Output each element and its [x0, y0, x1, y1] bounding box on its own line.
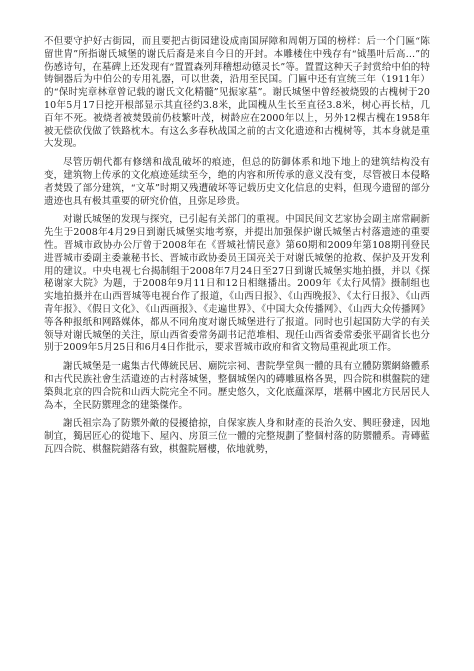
- paragraph-3: 对谢氏城堡的发现与探究，已引起有关部门的重视。中国民间文艺家协会副主席常嗣新先生于2008年4月29日到谢氏城堡实地考察，并提出加强保护谢氏城堡古村落遗迹的重要性。晋城市政协办公厅曾于2008年在《晋城社情民意》第60期和2009年第108期刊登民进晋城市委副主委兼秘书长、晋城市政协委员王国亮关于对谢氏城堡的抢救、保护及开发利用的建议。中央电视七台揭制组于2008年7月24日至27日到谢氏城堡实地拍摄，并以《探秘谢家大院》为题，于2008年9月11日和12日相继播出。2009年《太行风情》摄制组也实地拍摄并在山西晋城等电视台作了报道，《山西日报》、《山西晚报》、《太行日报》、《山西青年报》、《假日文化》、《山西画报》、《走遍世界》、《中国大众传播网》、《山西大众传播网》等各种报纸和网路媒体，都从不同角度对谢氏城堡进行了报道。同时也引起国防大学的有关领导对谢氏城堡的关注，原山西省委常务副书记范堆相、现任山西省委常委张平副省长也分别于2009年5月25日和6月4日作批示，要求晋城市政府和省文物局重视此项工作。: [44, 214, 430, 354]
- paragraph-2: 尽管历朝代都有修缮和战乱破坏的痕迹，但总的防御体系和地下地上的建筑结构没有变，建筑物上传承的文化痕迹延续至今，绝的内容和所传承的意义没有变，尽管被日本侵略者焚毁了部分建筑，“文革”时期又残遭破坏等记载历史文化信息的史料，但现今遗留的部分遗迹也具有极其重要的研究价值，且弥足珍贵。: [44, 157, 430, 207]
- paragraph-4: 謝氏城堡是一處集古代傳統民居、廟院宗祠、書院學堂與一體的具有立體防禦網絡體系和古代民族社會生活遺迹的古村落城堡，整個城堡內的磚雕風格各異，四合院和棋盤院的建築與北京的四合院和山西大院完全不同。歷史悠久，文化底蘊深厚，堪稱中國北方民居民人為本，全民防禦理念的建築傑作。: [44, 361, 430, 411]
- paragraph-5: 謝氏祖宗為了防禦外敵的侵擾搶掠，自保家族人身和財產的長治久安、興旺發達，因地制宜，獨居匠心的從地下、屋內、房頂三位一體的完整規劃了整個村落的防禦體系。青磚藍瓦四合院、棋盤院錯落有致，棋盤院層樓，依地就勢，: [44, 418, 430, 455]
- paragraph-1: 不但要守护好古街园，而且要把古街园建设成南国屏障和周朝万国的榜样：后一个门匾“陈留世胄”所指谢氏城堡的谢氏后裔是来自今日的开封。本雕楼住中残存有“钺墨叶后高…”的伤感诗句，在墓碑上还发现有“置置森列拜稽想动德灵长”等。置置这种天子封赏给中伯的特铸铜器后为中伯公的专用礼器，可以世袭，沿用至民国。门匾中还有宣统三年（1911年）的“保时宪章林章曾记载的谢氏文化精髓”见振家墓”。谢氏城堡中曾经被烧毁的古槐树于2010年5月17日挖开根部显示其直径约3.8米，此国槐从生长至直径3.8米，树心再长枯，几百年不死。被烧者被焚毁前仍枝繁叶茂，树龄应在2000年以上，另外12棵古槐在1958年被无偿砍伐做了铁路枕木。有这么多春秋战国之前的古文化遗迹和古槐树等，其本身就是重大发现。: [44, 36, 430, 150]
